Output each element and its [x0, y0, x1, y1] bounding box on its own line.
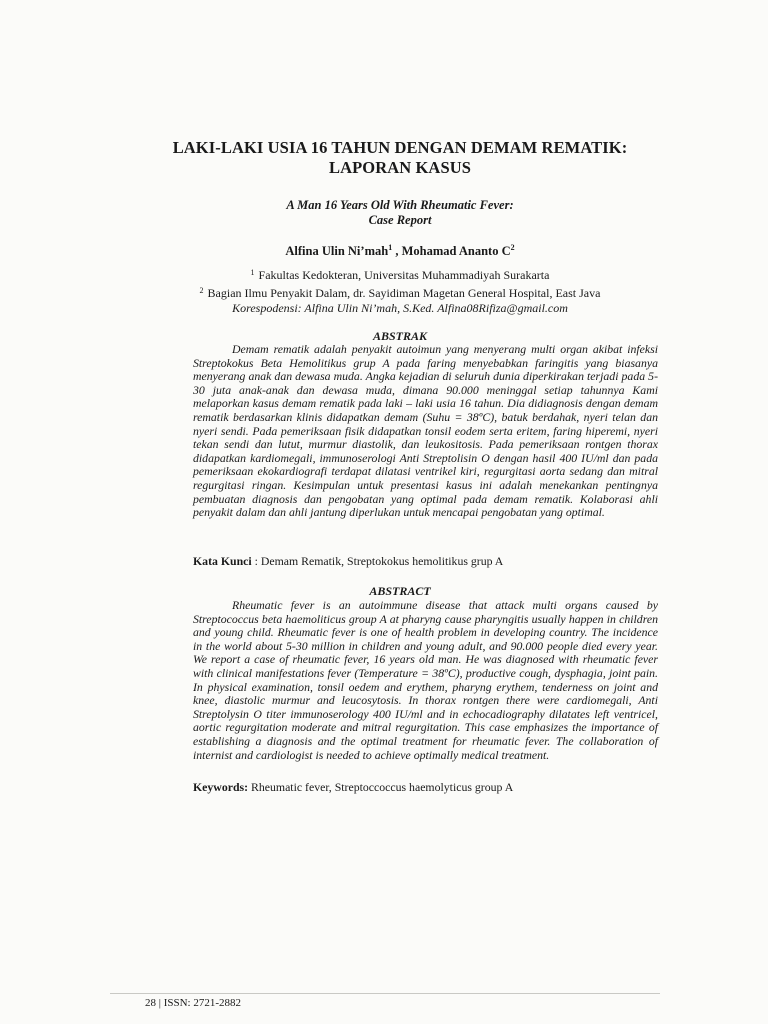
kata-kunci-text: : Demam Rematik, Streptokokus hemolitikus grup A: [251, 554, 504, 568]
keywords-text: Rheumatic fever, Streptoccoccus haemolyticus group A: [248, 780, 514, 794]
abstrak-heading: ABSTRAK: [372, 329, 428, 343]
author-1-name: Alfina Ulin Ni’mah: [285, 244, 389, 259]
affiliation-1: [110, 266, 690, 282]
affiliation-1-number: 1: [250, 268, 255, 277]
keywords-label: Keywords:: [193, 780, 249, 794]
kata-kunci-line: [193, 554, 663, 568]
english-title-line-1: A Man 16 Years Old With Rheumatic Fever:: [286, 198, 514, 212]
author-separator: ,: [392, 244, 402, 259]
page-footer: 28 | ISSN: 2721-2882: [145, 997, 242, 1009]
article-title: [110, 138, 690, 178]
affiliation-1-text: Fakultas Kedokteran, Universitas Muhammadiyah Surakarta: [258, 268, 550, 282]
affiliation-2-number: 2: [199, 286, 204, 295]
author-1-affiliation-mark: 1: [388, 243, 393, 252]
abstract-paragraph: Rheumatic fever is an autoimmune disease that attack multi organs caused by Streptococcus beta haemoliticus group A at pharyng cause pharyngitis usually happen in children and young child. Rheumatic fever is one of health problem in developing country. The incidence in the world about 5-30 million in children and young adult, and 90.000 people died every year. We report a case of rheumatic fever, 16 years old man. He was diagnosed with rheumatic fever with clinical manifestations fever (Temperature = 38ºC), productive cough, dysphagia, joint pain. In physical examination, tonsil oedem and erythem, pharyng erythem, tenderness on joint and knee, diastolic murmur and leucosytosis. In thorax rontgen there were cardiomegali, Anti Streptolysin O titer immunoserology 400 IU/ml and in echocadiography dilatates left ventricel, aortic regurgitation moderate and mitral regurgitation. This case emphasizes the importance of establishing a diagnosis and the optimal treatment for rheumatic fever. The collaboration of internist and cardiologist is needed to achieve optimally medical treatment.: [193, 598, 658, 762]
keywords-line: [193, 780, 663, 794]
abstract-heading: ABSTRACT: [369, 584, 431, 598]
affiliation-2-text: Bagian Ilmu Penyakit Dalam, dr. Sayidiman Magetan General Hospital, East Java: [207, 286, 601, 300]
kata-kunci-label: Kata Kunci: [193, 554, 252, 568]
author-2-name: Mohamad Ananto C: [401, 244, 511, 259]
english-title: [200, 198, 600, 227]
english-title-line-2: Case Report: [368, 212, 432, 227]
affiliation-2: [110, 284, 690, 300]
author-list: [200, 240, 600, 259]
footer-divider: [110, 993, 660, 994]
article-title-line-2: LAPORAN KASUS: [328, 158, 472, 177]
article-title-line-1: LAKI-LAKI USIA 16 TAHUN DENGAN DEMAM REMATIK:: [172, 138, 628, 157]
abstrak-paragraph: Demam rematik adalah penyakit autoimun yang menyerang multi organ akibat infeksi Streptokokus Beta Hemolitikus grup A pada faring menyebabkan faringitis yang biasanya menyerang anak dan dewasa muda. Angka kejadian di seluruh dunia diperkirakan terjadi pada 5-30 juta anak-anak dan dewasa muda, dimana 90.000 meninggal setiap tahunnya Kami melaporkan kasus demam rematik pada laki – laki usia 16 tahun. Dia didiagnosis dengan demam rematik berdasarkan klinis didapatkan demam (Suhu = 38ºC), batuk berdahak, nyeri telan dan nyeri sendi. Pada pemeriksaan fisik didapatkan tonsil eodem serta eritem, faring hiperemi, nyeri tekan sendi dan lutut, murmur diastolik, dan leukositosis. Pada pemeriksaan rontgen thorax didapatkan kardiomegali, immunoserologi Anti Streptolisin O dengan hasil 400 IU/ml dan pada pemeriksaan ekokardiografi terdapat dilatasi ventrikel kiri, regurgitasi aorta sedang dan mitral regurgitasi ringan. Kesimpulan untuk presentasi kasus ini adalah menekankan pentingnya pembuatan diagnosis dan pengobatan yang optimal pada demam rematik. Kolaborasi ahli penyakit dalam dan ahli jantung diperlukan untuk mencapai pengobatan yang optimal.: [193, 342, 658, 520]
correspondence-line: Korespodensi: Alfina Ulin Ni’mah, S.Ked. Alfina08Rifiza@gmail.com: [232, 301, 568, 315]
author-2-affiliation-mark: 2: [510, 243, 515, 252]
